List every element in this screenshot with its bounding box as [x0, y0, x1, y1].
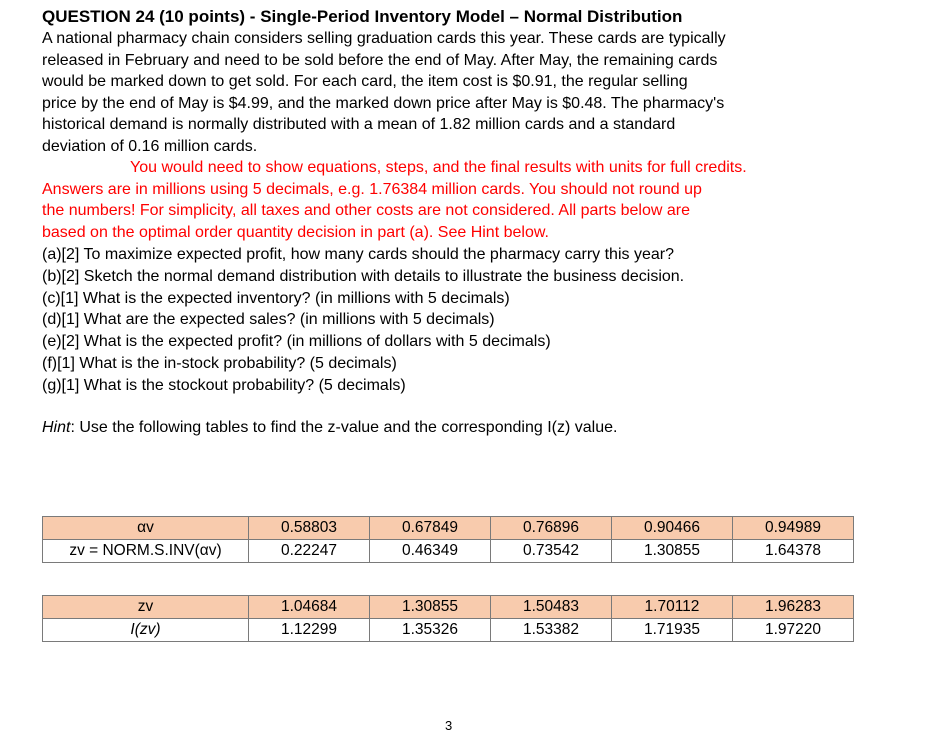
hint-line — [42, 417, 902, 439]
instructions — [42, 157, 902, 243]
question-list — [42, 244, 902, 397]
statement-line: released in February and need to be sold before the end of May. After May, the remaining cards — [42, 51, 718, 69]
statement-line: deviation of 0.16 million cards. — [42, 137, 258, 155]
table-cell: 1.97220 — [733, 619, 854, 642]
table-row-label: zv = NORM.S.INV(αv) — [43, 540, 249, 563]
table-row — [43, 517, 854, 540]
instruction-line: Answers are in millions using 5 decimals, e.g. 1.76384 million cards. You should not round up — [42, 180, 702, 198]
table-cell: 1.70112 — [612, 596, 733, 619]
statement-line: A national pharmacy chain considers selling graduation cards this year. These cards are typically — [42, 30, 726, 47]
table-cell: 1.53382 — [491, 619, 612, 642]
table-cell: 1.64378 — [733, 540, 854, 563]
table-cell: 1.12299 — [249, 619, 370, 642]
question-item: (e)[2] What is the expected profit? (in millions of dollars with 5 decimals) — [42, 333, 551, 351]
table-cell: 0.76896 — [491, 517, 612, 540]
hint-label: Hint — [42, 418, 71, 436]
instruction-line: You would need to show equations, steps, and the final results with units for full credits. — [130, 159, 747, 176]
table-cell: 0.58803 — [249, 517, 370, 540]
table-row-label: zv — [43, 596, 249, 619]
table-cell: 1.30855 — [612, 540, 733, 563]
question-item: (g)[1] What is the stockout probability? (5 decimals) — [42, 376, 406, 394]
table-cell: 0.67849 — [370, 517, 491, 540]
loss-function-table — [42, 595, 854, 642]
table-cell: 1.71935 — [612, 619, 733, 642]
question-item: (d)[1] What are the expected sales? (in millions with 5 decimals) — [42, 311, 495, 329]
problem-statement — [42, 28, 902, 157]
statement-line: price by the end of May is $4.99, and the marked down price after May is $0.48. The pharmacy's — [42, 94, 725, 112]
document-page — [42, 6, 902, 439]
table-cell: 0.90466 — [612, 517, 733, 540]
table-cell: 1.35326 — [370, 619, 491, 642]
instruction-line: the numbers! For simplicity, all taxes and other costs are not considered. All parts below are — [42, 202, 691, 219]
table-cell: 0.94989 — [733, 517, 854, 540]
table-cell: 1.50483 — [491, 596, 612, 619]
question-item: (c)[1] What is the expected inventory? (in millions with 5 decimals) — [42, 289, 510, 307]
table-row — [43, 596, 854, 619]
table-cell: 0.46349 — [370, 540, 491, 563]
instruction-line: based on the optimal order quantity decision in part (a). See Hint below. — [42, 223, 549, 241]
table-row — [43, 619, 854, 642]
statement-line: would be marked down to get sold. For each card, the item cost is $0.91, the regular selling — [42, 73, 688, 90]
question-item: (f)[1] What is the in-stock probability? (5 decimals) — [42, 354, 397, 372]
table-cell: 1.96283 — [733, 596, 854, 619]
question-title: QUESTION 24 (10 points) - Single-Period Inventory Model – Normal Distribution — [42, 7, 683, 26]
table-row-label: αv — [43, 517, 249, 540]
statement-line: historical demand is normally distributed with a mean of 1.82 million cards and a standard — [42, 116, 676, 133]
table-cell: 1.30855 — [370, 596, 491, 619]
hint-text: : Use the following tables to find the z-value and the corresponding I(z) value. — [70, 418, 618, 436]
table-cell: 0.22247 — [249, 540, 370, 563]
table-cell: 0.73542 — [491, 540, 612, 563]
question-item: (a)[2] To maximize expected profit, how many cards should the pharmacy carry this year? — [42, 246, 674, 263]
table-row — [43, 540, 854, 563]
page-number: 3 — [445, 718, 453, 733]
question-item: (b)[2] Sketch the normal demand distribution with details to illustrate the business decision. — [42, 267, 685, 285]
table-cell: 1.04684 — [249, 596, 370, 619]
z-value-table — [42, 516, 854, 563]
table-row-label: I(zv) — [43, 619, 249, 642]
